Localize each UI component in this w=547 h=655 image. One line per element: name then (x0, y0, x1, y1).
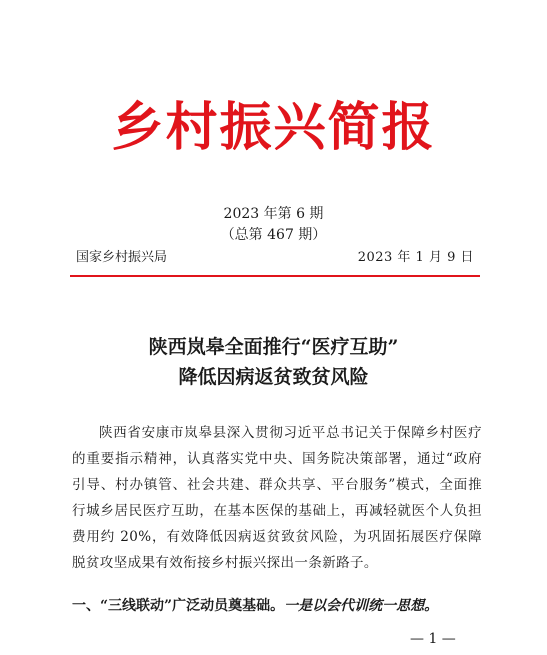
meta-row (76, 249, 474, 267)
article-headline-line2: 降低因病返贫致贫风险 (178, 366, 369, 388)
page-number: — 1 — (410, 631, 456, 647)
masthead-title: 乡村振兴简报 (111, 97, 436, 158)
section-heading-line (72, 595, 492, 617)
issue-number: 2023 年第 6 期 (223, 206, 324, 222)
section-lead: 一是以会代训统一思想。 (284, 598, 439, 614)
article-paragraph: 陕西省安康市岚皋县深入贯彻习近平总书记关于保障乡村医疗的重要指示精神，认真落实党中央、国务院决策部署，通过“政府引导、村办镇管、社会共建、群众共享、平台服务”模式，全面推行城乡居民医疗互助，在基本医保的基础上，再减轻就医个人负担费用约 20%，有效降低因病返贫致贫风险，为巩固拓展医疗保障脱贫攻坚成果有效衔接乡村振兴探出一条新路子。 (72, 425, 482, 571)
issue-total-number: （总第 467 期） (220, 227, 327, 243)
section-heading: 一、“三线联动”广泛动员奠基础。 (72, 598, 285, 614)
publish-date: 2023 年 1 月 9 日 (357, 250, 474, 265)
masthead-divider (70, 275, 480, 277)
publisher: 国家乡村振兴局 (76, 250, 168, 265)
article-headline-line1: 陕西岚皋全面推行“医疗互助” (148, 336, 399, 358)
